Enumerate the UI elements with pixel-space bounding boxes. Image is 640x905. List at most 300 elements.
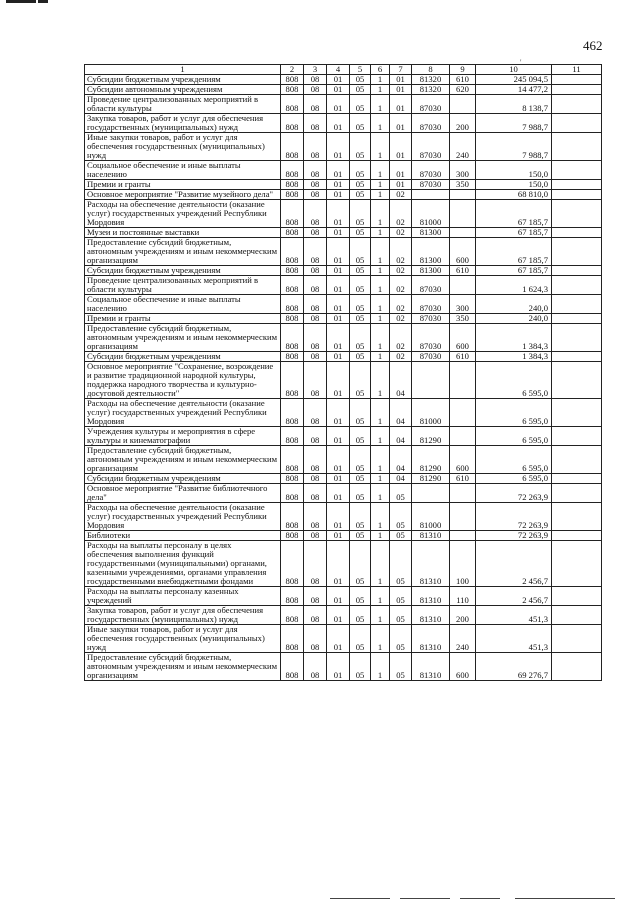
table-row: [85, 484, 602, 503]
row-cell-c9: 300: [450, 295, 476, 314]
row-cell-c6: 1: [371, 427, 390, 446]
page-number: 462: [583, 38, 603, 53]
column-header-5: 5: [350, 65, 371, 75]
table-row: [85, 85, 602, 95]
row-cell-c2: 808: [281, 295, 304, 314]
row-cell-c9: 600: [450, 446, 476, 474]
row-name-cell: Иные закупки товаров, работ и услуг для обеспечения государственных (муниципальных) нужд: [85, 133, 281, 161]
row-cell-c7: 01: [390, 95, 412, 114]
row-name-cell: Предоставление субсидий бюджетным, автономным учреждениям и иным некоммерческим организациям: [85, 653, 281, 681]
row-cell-c11: [552, 324, 602, 352]
column-header-2: 2: [281, 65, 304, 75]
row-cell-c8: 87030: [412, 295, 450, 314]
row-cell-c10: 72 263,9: [476, 484, 552, 503]
row-cell-c6: 1: [371, 228, 390, 238]
row-cell-c4: 01: [327, 266, 350, 276]
row-cell-c2: 808: [281, 95, 304, 114]
row-cell-c9: 620: [450, 85, 476, 95]
row-cell-c11: [552, 180, 602, 190]
row-cell-c8: 87030: [412, 314, 450, 324]
table-row: [85, 114, 602, 133]
row-name-cell: Расходы на выплаты персоналу в целях обеспечения выполнения функций государственными (муниципальными) органами, казенными учреждениями, органами управления государственными внебюджетными фондами: [85, 541, 281, 587]
row-cell-c5: 05: [350, 427, 371, 446]
row-cell-c7: 02: [390, 295, 412, 314]
row-cell-c7: 05: [390, 625, 412, 653]
table-row: [85, 606, 602, 625]
row-cell-c4: 01: [327, 200, 350, 228]
row-cell-c9: [450, 200, 476, 228]
row-cell-c9: 610: [450, 352, 476, 362]
row-cell-c6: 1: [371, 606, 390, 625]
row-cell-c4: 01: [327, 399, 350, 427]
row-cell-c2: 808: [281, 133, 304, 161]
row-cell-c7: 04: [390, 474, 412, 484]
row-cell-c10: 6 595,0: [476, 446, 552, 474]
row-cell-c5: 05: [350, 362, 371, 399]
row-cell-c10: 6 595,0: [476, 399, 552, 427]
row-name-cell: Закупка товаров, работ и услуг для обеспечения государственных (муниципальных) нужд: [85, 114, 281, 133]
row-cell-c2: 808: [281, 653, 304, 681]
row-cell-c11: [552, 295, 602, 314]
row-name-cell: Проведение централизованных мероприятий в области культуры: [85, 276, 281, 295]
row-cell-c6: 1: [371, 200, 390, 228]
row-cell-c8: 81310: [412, 587, 450, 606]
row-cell-c7: 02: [390, 324, 412, 352]
row-cell-c2: 808: [281, 503, 304, 531]
row-cell-c3: 08: [304, 653, 327, 681]
row-cell-c8: 87030: [412, 133, 450, 161]
row-cell-c9: [450, 503, 476, 531]
row-cell-c5: 05: [350, 114, 371, 133]
row-cell-c8: 81320: [412, 85, 450, 95]
row-cell-c8: [412, 362, 450, 399]
table-header-row: [85, 65, 602, 75]
row-cell-c4: 01: [327, 276, 350, 295]
row-cell-c2: 808: [281, 446, 304, 474]
row-name-cell: Библиотеки: [85, 531, 281, 541]
row-cell-c10: 245 094,5: [476, 75, 552, 85]
column-header-1: 1: [85, 65, 281, 75]
row-cell-c7: 01: [390, 85, 412, 95]
row-name-cell: Премии и гранты: [85, 180, 281, 190]
table-row: [85, 75, 602, 85]
row-cell-c8: 81300: [412, 266, 450, 276]
row-cell-c9: 610: [450, 75, 476, 85]
table-row: [85, 427, 602, 446]
row-name-cell: Субсидии бюджетным учреждениям: [85, 75, 281, 85]
row-cell-c3: 08: [304, 446, 327, 474]
table-row: [85, 503, 602, 531]
row-cell-c7: 02: [390, 190, 412, 200]
row-cell-c3: 08: [304, 228, 327, 238]
row-cell-c11: [552, 133, 602, 161]
row-cell-c6: 1: [371, 352, 390, 362]
row-cell-c7: 01: [390, 180, 412, 190]
table-row: [85, 352, 602, 362]
row-cell-c11: [552, 503, 602, 531]
row-cell-c4: 01: [327, 190, 350, 200]
row-cell-c5: 05: [350, 95, 371, 114]
row-cell-c9: [450, 276, 476, 295]
row-cell-c5: 05: [350, 75, 371, 85]
row-cell-c3: 08: [304, 276, 327, 295]
row-cell-c8: 87030: [412, 95, 450, 114]
table-row: [85, 324, 602, 352]
row-cell-c6: 1: [371, 399, 390, 427]
row-cell-c9: 200: [450, 114, 476, 133]
row-cell-c11: [552, 362, 602, 399]
row-cell-c3: 08: [304, 133, 327, 161]
column-header-7: 7: [390, 65, 412, 75]
table-row: [85, 133, 602, 161]
table-row: [85, 446, 602, 474]
row-cell-c7: 01: [390, 75, 412, 85]
row-cell-c10: 150,0: [476, 180, 552, 190]
row-cell-c4: 01: [327, 446, 350, 474]
row-cell-c5: 05: [350, 653, 371, 681]
row-cell-c5: 05: [350, 295, 371, 314]
row-cell-c8: 81000: [412, 503, 450, 531]
row-cell-c6: 1: [371, 531, 390, 541]
row-cell-c8: 81300: [412, 228, 450, 238]
table-body: [85, 75, 602, 681]
row-cell-c11: [552, 352, 602, 362]
table-row: [85, 587, 602, 606]
row-cell-c9: [450, 399, 476, 427]
row-cell-c7: 02: [390, 276, 412, 295]
row-cell-c8: 81000: [412, 399, 450, 427]
row-cell-c9: 240: [450, 133, 476, 161]
row-cell-c6: 1: [371, 180, 390, 190]
row-name-cell: Основное мероприятие "Сохранение, возрождение и развитие традиционной народной культуры, поддержка народного творчества и культурно-досуговой деятельности": [85, 362, 281, 399]
row-cell-c10: 67 185,7: [476, 238, 552, 266]
row-cell-c2: 808: [281, 314, 304, 324]
row-cell-c4: 01: [327, 314, 350, 324]
row-cell-c7: 05: [390, 541, 412, 587]
row-name-cell: Социальное обеспечение и иные выплаты населению: [85, 161, 281, 180]
row-cell-c5: 05: [350, 276, 371, 295]
row-cell-c8: 87030: [412, 161, 450, 180]
row-cell-c10: 67 185,7: [476, 266, 552, 276]
row-cell-c3: 08: [304, 399, 327, 427]
row-cell-c8: [412, 190, 450, 200]
row-cell-c10: 6 595,0: [476, 362, 552, 399]
row-cell-c3: 08: [304, 75, 327, 85]
row-cell-c5: 05: [350, 200, 371, 228]
row-cell-c6: 1: [371, 85, 390, 95]
table-row: [85, 180, 602, 190]
row-cell-c10: 67 185,7: [476, 200, 552, 228]
table-row: [85, 161, 602, 180]
row-cell-c10: 7 988,7: [476, 133, 552, 161]
row-cell-c10: 8 138,7: [476, 95, 552, 114]
row-name-cell: Субсидии бюджетным учреждениям: [85, 352, 281, 362]
row-cell-c9: 350: [450, 314, 476, 324]
row-cell-c10: 6 595,0: [476, 474, 552, 484]
row-name-cell: Расходы на обеспечение деятельности (оказание услуг) государственных учреждений Республики Мордовия: [85, 200, 281, 228]
row-cell-c2: 808: [281, 228, 304, 238]
table-row: [85, 200, 602, 228]
row-cell-c3: 08: [304, 266, 327, 276]
row-cell-c4: 01: [327, 362, 350, 399]
row-cell-c11: [552, 161, 602, 180]
column-header-8: 8: [412, 65, 450, 75]
table-row: [85, 625, 602, 653]
row-cell-c5: 05: [350, 314, 371, 324]
row-cell-c3: 08: [304, 324, 327, 352]
row-cell-c6: 1: [371, 446, 390, 474]
row-cell-c5: 05: [350, 266, 371, 276]
row-cell-c3: 08: [304, 606, 327, 625]
row-cell-c7: 02: [390, 352, 412, 362]
row-cell-c11: [552, 228, 602, 238]
row-cell-c5: 05: [350, 238, 371, 266]
scan-artifact-mark: [6, 0, 36, 3]
row-cell-c3: 08: [304, 474, 327, 484]
row-cell-c2: 808: [281, 362, 304, 399]
row-cell-c7: 05: [390, 606, 412, 625]
row-cell-c4: 01: [327, 228, 350, 238]
row-cell-c10: 451,3: [476, 625, 552, 653]
scan-artifact-mark: [38, 0, 48, 3]
row-cell-c10: 7 988,7: [476, 114, 552, 133]
row-cell-c6: 1: [371, 324, 390, 352]
column-header-4: 4: [327, 65, 350, 75]
row-cell-c10: 72 263,9: [476, 531, 552, 541]
row-cell-c10: 240,0: [476, 314, 552, 324]
row-cell-c11: [552, 114, 602, 133]
row-cell-c2: 808: [281, 190, 304, 200]
row-cell-c9: 600: [450, 653, 476, 681]
row-cell-c9: 300: [450, 161, 476, 180]
row-cell-c5: 05: [350, 541, 371, 587]
row-cell-c10: 2 456,7: [476, 587, 552, 606]
table-row: [85, 653, 602, 681]
row-cell-c10: 6 595,0: [476, 427, 552, 446]
row-cell-c8: 81290: [412, 446, 450, 474]
row-cell-c10: 1 624,3: [476, 276, 552, 295]
row-cell-c4: 01: [327, 653, 350, 681]
table-row: [85, 362, 602, 399]
table-row: [85, 95, 602, 114]
row-cell-c2: 808: [281, 606, 304, 625]
row-name-cell: Социальное обеспечение и иные выплаты населению: [85, 295, 281, 314]
row-cell-c3: 08: [304, 85, 327, 95]
row-cell-c6: 1: [371, 625, 390, 653]
row-cell-c7: 05: [390, 484, 412, 503]
row-name-cell: Основное мероприятие "Развитие библиотечного дела": [85, 484, 281, 503]
row-cell-c6: 1: [371, 133, 390, 161]
row-cell-c3: 08: [304, 541, 327, 587]
column-header-3: 3: [304, 65, 327, 75]
row-name-cell: Премии и гранты: [85, 314, 281, 324]
row-cell-c9: 600: [450, 324, 476, 352]
row-cell-c7: 05: [390, 531, 412, 541]
row-cell-c11: [552, 200, 602, 228]
row-cell-c9: 350: [450, 180, 476, 190]
row-cell-c3: 08: [304, 503, 327, 531]
row-cell-c4: 01: [327, 474, 350, 484]
row-cell-c2: 808: [281, 427, 304, 446]
row-cell-c5: 05: [350, 606, 371, 625]
row-cell-c2: 808: [281, 484, 304, 503]
table-row: [85, 228, 602, 238]
column-header-11: 11: [552, 65, 602, 75]
row-cell-c5: 05: [350, 531, 371, 541]
row-cell-c11: [552, 606, 602, 625]
row-cell-c11: [552, 314, 602, 324]
row-cell-c5: 05: [350, 503, 371, 531]
row-cell-c4: 01: [327, 238, 350, 266]
row-cell-c7: 05: [390, 503, 412, 531]
row-cell-c2: 808: [281, 180, 304, 190]
row-cell-c11: [552, 85, 602, 95]
row-cell-c10: 240,0: [476, 295, 552, 314]
row-name-cell: Расходы на выплаты персоналу казенных учреждений: [85, 587, 281, 606]
row-cell-c4: 01: [327, 503, 350, 531]
row-cell-c2: 808: [281, 85, 304, 95]
row-cell-c8: 81320: [412, 75, 450, 85]
row-cell-c4: 01: [327, 180, 350, 190]
row-cell-c2: 808: [281, 276, 304, 295]
row-name-cell: Основное мероприятие "Развитие музейного дела": [85, 190, 281, 200]
row-cell-c2: 808: [281, 587, 304, 606]
row-cell-c3: 08: [304, 427, 327, 446]
row-cell-c7: 04: [390, 427, 412, 446]
row-cell-c3: 08: [304, 587, 327, 606]
row-cell-c4: 01: [327, 352, 350, 362]
scan-artifact-tick: ': [520, 58, 522, 67]
row-cell-c11: [552, 484, 602, 503]
row-cell-c10: 451,3: [476, 606, 552, 625]
row-cell-c6: 1: [371, 362, 390, 399]
row-cell-c8: 87030: [412, 180, 450, 190]
row-cell-c8: 87030: [412, 324, 450, 352]
row-cell-c3: 08: [304, 531, 327, 541]
row-cell-c7: 05: [390, 653, 412, 681]
row-cell-c5: 05: [350, 625, 371, 653]
table-row: [85, 474, 602, 484]
row-cell-c11: [552, 653, 602, 681]
row-cell-c4: 01: [327, 541, 350, 587]
row-cell-c4: 01: [327, 625, 350, 653]
row-cell-c9: [450, 427, 476, 446]
row-name-cell: Музеи и постоянные выставки: [85, 228, 281, 238]
row-cell-c11: [552, 266, 602, 276]
row-cell-c5: 05: [350, 180, 371, 190]
row-cell-c5: 05: [350, 474, 371, 484]
row-cell-c11: [552, 531, 602, 541]
row-cell-c9: 600: [450, 238, 476, 266]
row-cell-c8: 81000: [412, 200, 450, 228]
row-name-cell: Проведение централизованных мероприятий в области культуры: [85, 95, 281, 114]
row-cell-c3: 08: [304, 200, 327, 228]
row-cell-c5: 05: [350, 399, 371, 427]
row-cell-c6: 1: [371, 75, 390, 85]
row-cell-c11: [552, 474, 602, 484]
row-cell-c8: 81300: [412, 238, 450, 266]
row-cell-c3: 08: [304, 625, 327, 653]
row-cell-c2: 808: [281, 114, 304, 133]
table-row: [85, 266, 602, 276]
row-cell-c6: 1: [371, 484, 390, 503]
column-header-10: 10: [476, 65, 552, 75]
row-cell-c9: 610: [450, 474, 476, 484]
table-row: [85, 190, 602, 200]
row-cell-c5: 05: [350, 190, 371, 200]
row-cell-c9: 240: [450, 625, 476, 653]
row-cell-c8: 81310: [412, 625, 450, 653]
row-cell-c5: 05: [350, 352, 371, 362]
row-name-cell: Иные закупки товаров, работ и услуг для обеспечения государственных (муниципальных) нужд: [85, 625, 281, 653]
row-cell-c9: [450, 228, 476, 238]
row-cell-c6: 1: [371, 653, 390, 681]
row-cell-c11: [552, 399, 602, 427]
row-cell-c5: 05: [350, 161, 371, 180]
column-header-9: 9: [450, 65, 476, 75]
row-cell-c11: [552, 625, 602, 653]
row-cell-c10: 150,0: [476, 161, 552, 180]
row-name-cell: Предоставление субсидий бюджетным, автономным учреждениям и иным некоммерческим организациям: [85, 238, 281, 266]
row-cell-c6: 1: [371, 276, 390, 295]
row-cell-c9: 610: [450, 266, 476, 276]
row-cell-c11: [552, 75, 602, 85]
row-cell-c5: 05: [350, 324, 371, 352]
row-cell-c9: [450, 362, 476, 399]
row-cell-c2: 808: [281, 474, 304, 484]
row-cell-c3: 08: [304, 114, 327, 133]
row-cell-c3: 08: [304, 362, 327, 399]
row-cell-c4: 01: [327, 133, 350, 161]
scan-artifact-footer-lines: [330, 898, 620, 900]
row-cell-c3: 08: [304, 180, 327, 190]
row-cell-c4: 01: [327, 161, 350, 180]
row-cell-c3: 08: [304, 190, 327, 200]
table-row: [85, 276, 602, 295]
row-cell-c9: [450, 190, 476, 200]
row-cell-c7: 02: [390, 238, 412, 266]
row-cell-c7: 02: [390, 200, 412, 228]
row-cell-c5: 05: [350, 228, 371, 238]
row-cell-c7: 01: [390, 133, 412, 161]
row-name-cell: Субсидии бюджетным учреждениям: [85, 266, 281, 276]
row-cell-c7: 02: [390, 314, 412, 324]
table-row: [85, 541, 602, 587]
row-cell-c6: 1: [371, 587, 390, 606]
row-cell-c9: 110: [450, 587, 476, 606]
row-cell-c9: 100: [450, 541, 476, 587]
row-cell-c6: 1: [371, 503, 390, 531]
row-cell-c8: [412, 484, 450, 503]
row-cell-c11: [552, 446, 602, 474]
row-cell-c2: 808: [281, 75, 304, 85]
row-cell-c2: 808: [281, 238, 304, 266]
row-cell-c7: 02: [390, 266, 412, 276]
table-row: [85, 399, 602, 427]
row-cell-c2: 808: [281, 352, 304, 362]
row-cell-c2: 808: [281, 625, 304, 653]
row-cell-c8: 87030: [412, 276, 450, 295]
row-cell-c2: 808: [281, 324, 304, 352]
row-cell-c5: 05: [350, 446, 371, 474]
row-cell-c9: 200: [450, 606, 476, 625]
row-cell-c6: 1: [371, 114, 390, 133]
row-cell-c3: 08: [304, 161, 327, 180]
row-cell-c4: 01: [327, 295, 350, 314]
row-cell-c10: 69 276,7: [476, 653, 552, 681]
row-name-cell: Предоставление субсидий бюджетным, автономным учреждениям и иным некоммерческим организациям: [85, 324, 281, 352]
row-cell-c5: 05: [350, 85, 371, 95]
